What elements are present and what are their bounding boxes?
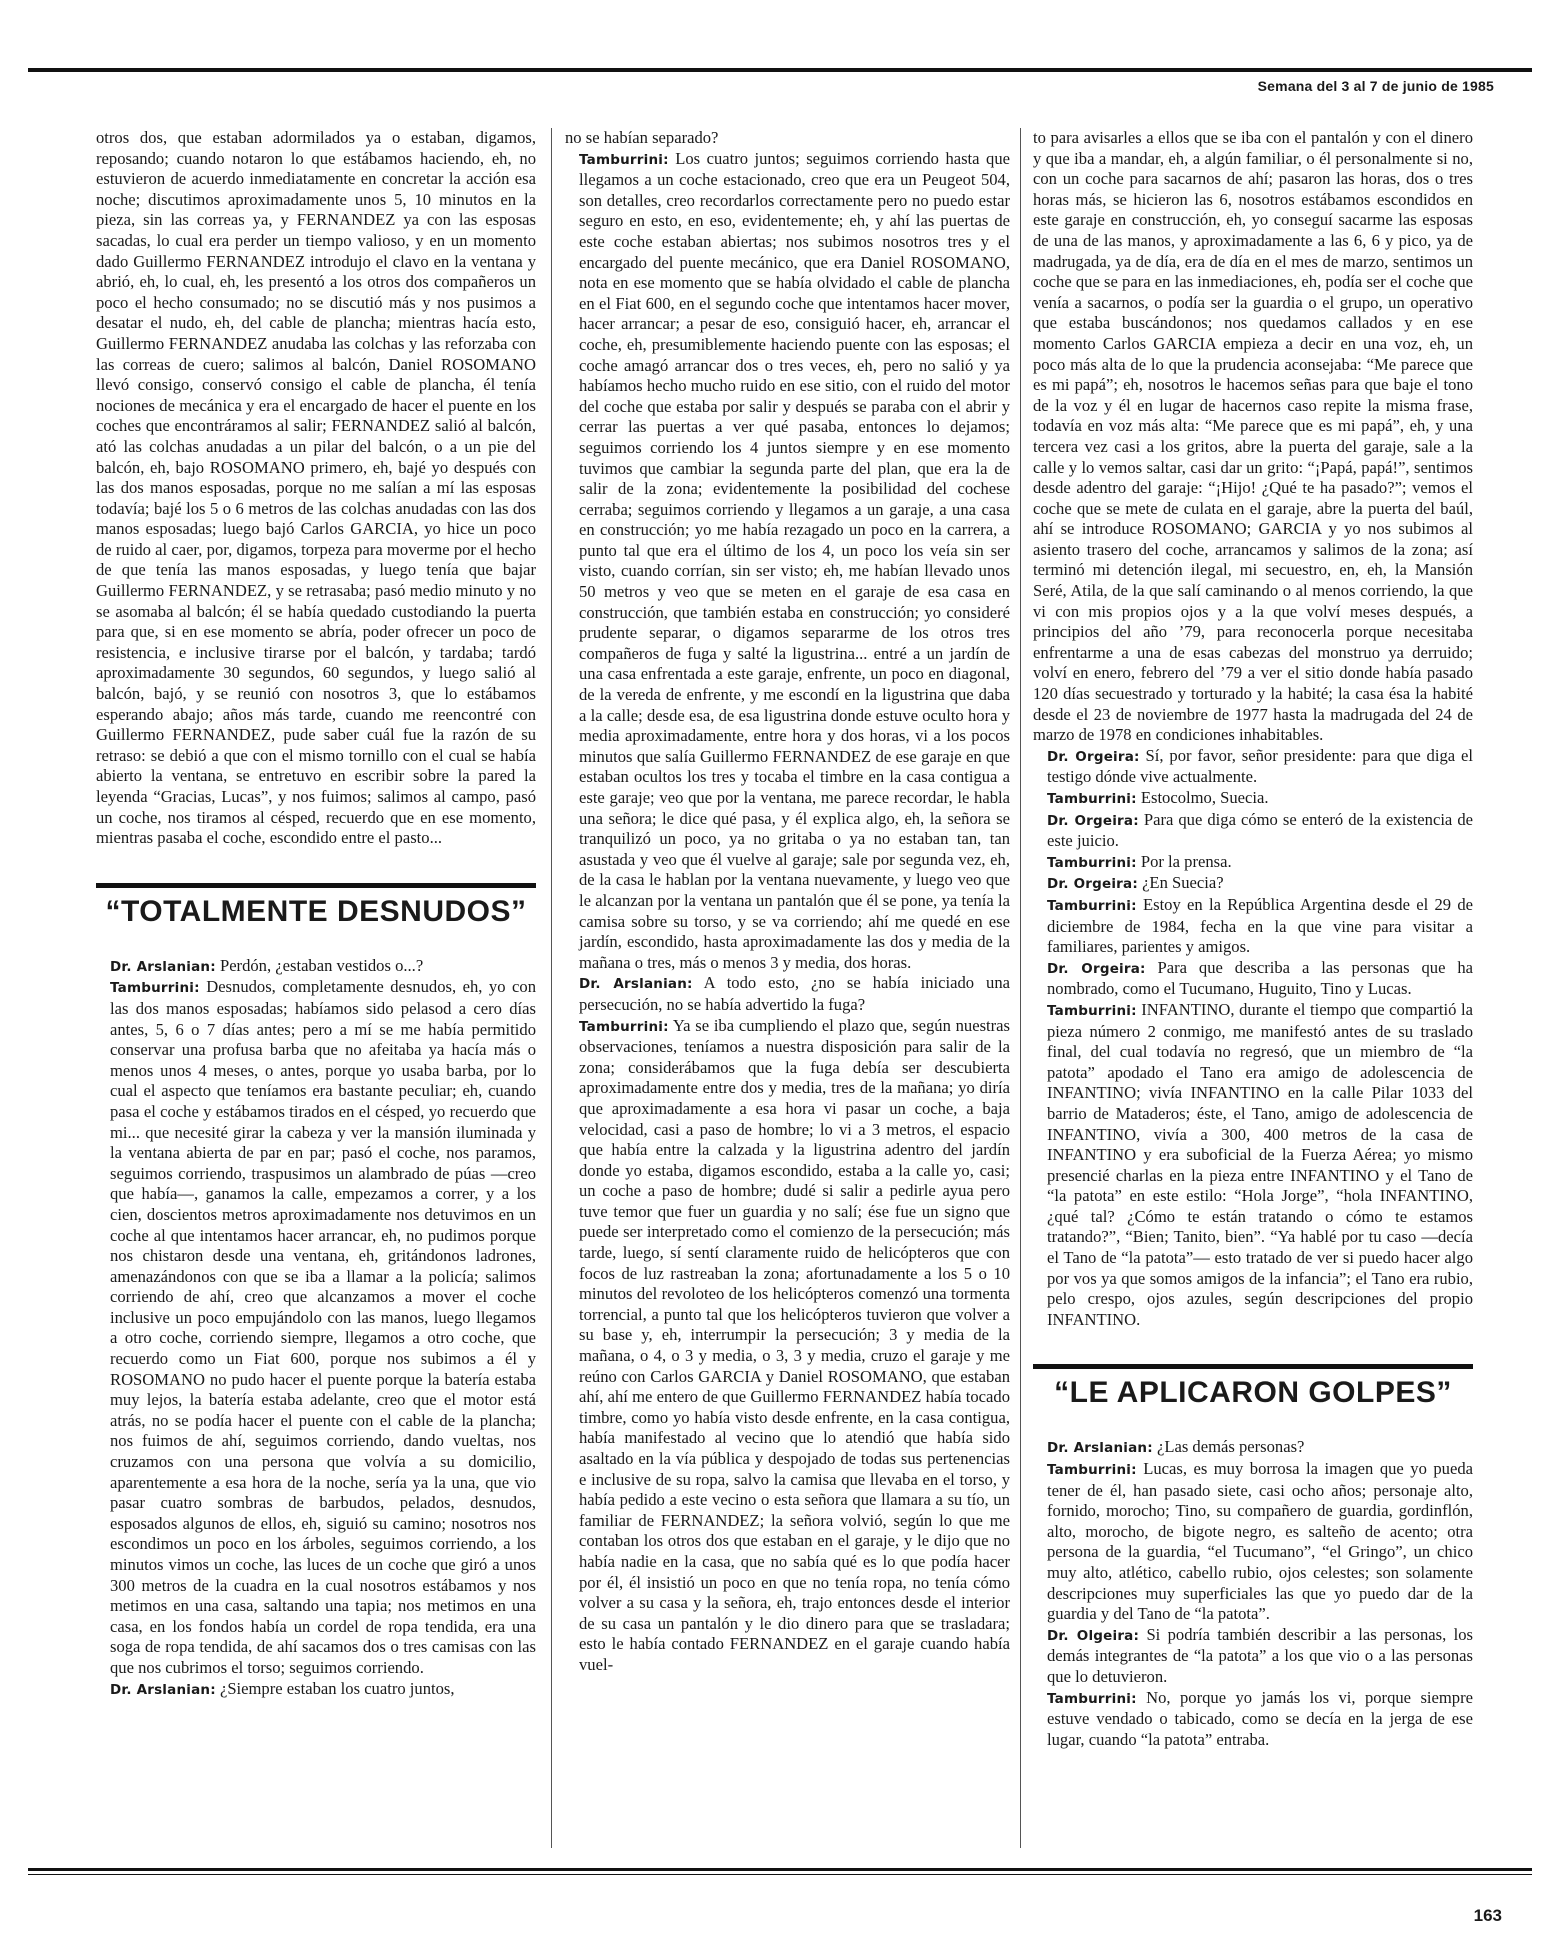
paragraph: to para avisarles a ellos que se iba con el pantalón y con el dinero y que iba a mandar, eh, a algún familiar, o él personalmente si no, con un coche para sacarnos de ahí; pasaron las horas, dos o tres horas más, se hicieron las 6, nosotros estábamos escondidos en este garaje en construcción, eh, yo conseguí sacarme las esposas de una de las manos, y aproximadamente a las 6, 6 y pico, ya de madrugada, ya de día, era de día en el mes de marzo, sentimos un coche que se para en las inmediaciones, eh, podía ser el coche que venía a sacarnos, o podía ser la guardia o el grupo, un operativo que estaba buscándonos; nos quedamos callados y en ese momento Carlos GARCIA empieza a decir en una voz, eh, un poco más alta de lo que la prudencia aconsejaba: “Me parece que es mi papá”; eh, nosotros le hacemos señas para que baje el tono de la voz y él en lugar de hacernos caso repite la misma frase, todavía en voz más alta: “Me parece que es mi papá”, eh, y una tercera vez casi a los gritos, abre la puerta del garaje, sale a la calle y lo vemos saltar, casi dar un grito: “¡Papá, papá!”, sentimos desde adentro del garaje: “¡Hijo! ¿Qué te ha pasado?”; vemos el coche que se mete de culata en el garaje, abre la puerta del baúl, ahí se introduce ROSOMANO; GARCIA y yo nos subimos al asiento trasero del coche, arrancamos y salimos de la zona; así terminó mi detención ilegal, mi secuestro, en, eh, la Mansión Seré, Atila, de la que salí caminando o al menos corriendo, la que vi con mis propios ojos y a la que volví meses después, a principios del año ’79, para reconocerla porque necesitaba enfrentarme a una de esas cabezas del monstruo ya derruido; volví en enero, febrero del ’79 a ver el sitio donde había pasado 120 días secuestrado y torturado y la habité; la casa ésa la habité desde el 23 de noviembre de 1977 hasta la madrugada del 24 de marzo de 1978 en condiciones inhabitables. <box>1033 128 1473 745</box>
speech-text: Sí, por favor, señor presidente: para que diga el testigo dónde vive actualmente. <box>1047 745 1473 787</box>
speech-text: Desnudos, completamente desnudos, eh, yo con las dos manos esposadas; habíamos sido pelasod a cero días antes, 5, 6 o 7 días antes; pero a mí se me había permitido conservar una profusa barba que no afeitaba ya hacía más o menos unos 4 meses, o antes, porque yo usaba barba, por lo cual el aspecto que teníamos era bastante peculiar; eh, cuando pasa el coche y estábamos tirados en el césped, yo recuerdo que mi... que necesité girar la cabeza y ver la mansión iluminada y la ventana abierta de par en par; pasó el coche, nos paramos, seguimos corriendo, traspusimos un alambrado de púas —creo que había—, ganamos la calle, empezamos a correr, y a los cien, doscientos metros aproximadamente nos detuvimos en un coche al que intentamos hacer arrancar, eh, no pudimos porque nos chistaron desde una ventana, eh, gritándonos ladrones, amenazándonos con que se iba a llamar a la policía; salimos corriendo de ahí, creo que alcanzamos a mover el coche inclusive un poco empujándolo con las manos, luego llegamos a otro coche, corriendo siempre, llegamos a otro coche, que recuerdo como un Fiat 600, porque nos subimos a él y ROSOMANO no pudo hacer el puente porque la batería estaba muy lejos, la batería estaba adelante, creo que el motor está atrás, no se podía hacer el puente con el cable de la plancha; nos fuimos de ahí, seguimos corriendo, dando vueltas, nos cruzamos con una persona que volvía a su domicilio, aparentemente a esa hora de la noche, sería ya la una, que vio pasar cuatro sombras de barbudos, pelados, desnudos, esposados algunos de ellos, eh, siguió su camino; nosotros nos escondimos un poco en los árboles, seguimos corriendo, a los minutos vimos un coche, las luces de un coche que giró a unos 300 metros de la cuadra en la cual nosotros estábamos y nos metimos en una casa, saltando una tapia; nos metimos en una casa, en los fondos había un cordel de ropa tendida, era una soga de ropa tendida, de ahí sacamos dos o tres camisas con las que nos cubrimos el torso; seguimos corriendo. <box>110 977 536 1677</box>
speech-text: INFANTINO, durante el tiempo que compartió la pieza número 2 conmigo, me manifestó antes de su traslado final, del cual todavía no regresó, que un miembro de “la patota” apodado el Tano era amigo de adolescencia de INFANTINO; vivía INFANTINO en la calle Pilar 1033 del barrio de Mataderos; éste, el Tano, amigo de adolescencia de INFANTINO, vivía a 300, 400 metros de la casa de INFANTINO y era suboficial de la Fuerza Aérea; yo mismo presencié charlas en la pieza entre INFANTINO y el Tano de “la patota” en este estilo: “Hola Jorge”, “hola INFANTINO, ¿qué tal? ¿Cómo te están tratando o cómo te estamos tratando?”, “Bien; Tanito, bien”. “Ya hablé por tu caso —decía el Tano de “la patota”— esto tratado de ver si puedo hacer algo por vos ya que somos amigos de la infancia”; el Tano era rubio, pelo crespo, ojos azules, según descripciones del propio INFANTINO. <box>1047 999 1473 1329</box>
column-2 <box>565 128 1010 1868</box>
speech-text: Los cuatro juntos; seguimos corriendo hasta que llegamos a un coche estacionado, creo que era un Peugeot 504, son detalles, creo recordarlos correctamente pero no puedo estar seguro en esto, en eso, evidentemente; eh, y ahí las puertas de este coche estaban abiertas; nos subimos nosotros tres y el encargado del puente mecánico, que era Daniel ROSOMANO, nota en ese momento que se había olvidado el cable de plancha en el Fiat 600, en el segundo coche que intentamos hacer mover, hacer arrancar; a pesar de eso, consiguió hacer, eh, arrancar el coche, eh, presumiblemente haciendo puente con las esposas; el coche amagó arrancar dos o tres veces, eh, pero no salió y ya habíamos hecho mucho ruido en ese sitio, con el ruido del motor del coche que estaba por salir y después se paraba con el abrir y cerrar las puertas a ver qué pasaba, entonces lo dejamos; seguimos corriendo los 4 juntos siempre y en ese momento tuvimos que cambiar la segunda parte del plan, que era la de salir de la zona; evidentemente la posibilidad del cochese cerraba; seguimos corriendo y llegamos a un garaje, a una casa en construcción; yo me había rezagado un poco en la carrera, a punto tal que era el último de los 4, un poco los veía sin ser visto, cuando corrían, sin ser visto; eh, me habían llevado unos 50 metros y veo que se meten en el garaje de esa casa en construcción, que también estaba en construcción; yo consideré prudente separar, o digamos separarme de los otros tres compañeros de fuga y salté la ligustrina... entré a un jardín de una casa enfrentada a este garaje, enfrente, un poco en diagonal, de la vereda de enfrente, y me escondí en la ligustrina que daba a la calle; desde esa, de esa ligustrina donde estuve oculto hora y media aproximadamente, entre hora y dos horas, vi a los pocos minutos que salía Guillermo FERNANDEZ de ese garaje en que estaban ocultos los tres y tocaba el timbre en la casa contigua a este garaje; veo que por la ventana, me parece recordar, le habla una señora; le dice qué pasa, y él explica algo, eh, la señora se tranquilizó un poco, ya no gritaba o ya no estaban tan, tan asustada y veo que él vuelve al garaje; sale por segunda vez, eh, de la casa le hablan por la ventana nuevamente, y luego veo que le alcanzan por la ventana un pantalón que él se pone, ya tenía la camisa sobre su torso, y se va corriendo; ahí me quedé en ese jardín, escondido, hasta aproximadamente las dos y media de la mañana o tres, más o menos 3 y media, dos horas. <box>579 148 1010 972</box>
speaker-name: Tamburrini: <box>110 980 200 997</box>
speech-text: Por la prensa. <box>1136 851 1232 871</box>
column-divider <box>1020 128 1021 1848</box>
speaker-name: Tamburrini: <box>579 1018 669 1035</box>
speaker-name: Dr. Arslanian: <box>110 1681 216 1698</box>
testimony-line <box>565 973 1010 1015</box>
speech-text: Para que describa a las personas que ha nombrado, como el Tucumano, Huguito, Tino y Lucas. <box>1047 957 1473 999</box>
speaker-name: Dr. Orgeira: <box>1047 812 1139 829</box>
paragraph: no se habían separado? <box>565 128 719 147</box>
top-rule <box>28 68 1532 72</box>
speech-text: Ya se iba cumpliendo el plazo que, según nuestras observaciones, teníamos a nuestra disposición para salir de la zona; considerábamos que la fuga debía ser descubierta aproximadamente entre dos y media, tres de la mañana; yo diría que aproximadamente a esa hora vi pasar un coche, a baja velocidad, casi a paso de hombre; lo vi a 3 metros, el espacio que había entre la calzada y la ligustrina adentro del jardín donde yo estaba, digamos escondido, estaba a la calle yo, casi; un coche a paso de hombre; dudé si salir a pedirle ayua pero tuve temor que fuer un guardia y no salí; ése fue un signo que puede ser interpretado como el comienzo de la persecución; más tarde, luego, sí sentí claramente ruido de helicópteros que con focos de luz rastreaban la zona; afortunadamente a los 5 o 10 minutos del revoloteo de los helicópteros comenzó una tormenta torrencial, a punto tal que los helicópteros tuvieron que volver a su base y, eh, interrumpir la persecución; 3 y media de la mañana, o 4, o 3 y media, o 3, 3 y media, cruzo el garaje y me reúno con Carlos GARCIA y Daniel ROSOMANO, que estaban ahí, ahí me entero de que Guillermo FERNANDEZ había tocado timbre, como yo había visto desde enfrente, en la casa contigua, había manifestado al vecino que lo atendió que había sido asaltado en la vía pública y despojado de todas sus pertenencias e inclusive de su ropa, salvo la camisa que llevaba en el torso, y había pedido a este vecino o esta señora que llamara a su tío, un familiar de FERNANDEZ; la señora volvió, según lo que me contaban los otros dos que estaban en el garaje, y le dijo que no había nadie en la casa, que no sabía qué es lo que podía hacer por él, él insistió un poco en que no tenía ropa, no tenía cómo volver a su casa y la señora, eh, trajo entonces desde el interior de su casa un pantalón y le dio dinero para que se trasladara; esto le había contado FERNANDEZ en el garaje cuando había vuel- <box>579 1015 1010 1674</box>
testimony-line <box>1033 852 1473 874</box>
bottom-rule <box>28 1874 1532 1875</box>
testimony-line <box>1033 1437 1473 1459</box>
speaker-name: Dr. Arslanian: <box>1047 1440 1153 1457</box>
section-heading <box>96 883 536 930</box>
testimony-line <box>1033 895 1473 958</box>
speaker-name: Dr. Orgeira: <box>1047 960 1146 977</box>
speaker-name: Tamburrini: <box>579 151 669 168</box>
speaker-name: Tamburrini: <box>1047 791 1137 807</box>
testimony-line <box>1033 873 1473 895</box>
speech-text: ¿Siempre estaban los cuatro juntos, <box>215 1678 455 1698</box>
bottom-rule <box>28 1868 1532 1871</box>
column-divider <box>551 128 552 1848</box>
page-number: 163 <box>1473 1906 1502 1925</box>
speech-text: Para que diga cómo se enteró de la existencia de este juicio. <box>1047 809 1473 851</box>
speech-text: Estocolmo, Suecia. <box>1136 788 1269 807</box>
testimony-line <box>1033 1688 1473 1751</box>
section-rule <box>1033 1364 1473 1369</box>
testimony-line <box>1033 810 1473 852</box>
testimony-line <box>565 1016 1010 1676</box>
speaker-name: Dr. Arslanian: <box>579 976 693 993</box>
speaker-name: Dr. Arslanian: <box>110 958 216 975</box>
column-3 <box>1033 128 1473 1868</box>
testimony-line <box>96 1679 536 1701</box>
column-1 <box>96 128 536 1868</box>
speech-text: No, porque yo jamás los vi, porque siempre estuve vendado o tabicado, como se decía en la jerga de ese lugar, cuando “la patota” entraba. <box>1047 1687 1473 1749</box>
header-date: Semana del 3 al 7 de junio de 1985 <box>1257 78 1494 94</box>
speaker-name: Tamburrini: <box>1047 1690 1137 1707</box>
speaker-name: Dr. Olgeira: <box>1047 1627 1140 1644</box>
section-heading <box>1033 1364 1473 1411</box>
speaker-name: Dr. Orgeira: <box>1047 748 1140 765</box>
speaker-name: Tamburrini: <box>1047 897 1137 914</box>
speech-text: Perdón, ¿estaban vestidos o...? <box>215 955 424 975</box>
speech-text: Lucas, es muy borrosa la imagen que yo pueda tener de él, han pasado siete, casi ocho años; personaje alto, fornido, morocho; Tino, su compañero de guardia, gordinflón, alto, morocho, de bigote negro, es salteño de acento; otra persona de la guardia, “el Tucumano”, “el Gringo”, un chico muy alto, atlético, cabello rubio, ojos celestes; son solamente descripciones muy superficiales las que yo puedo dar de la guardia y del Tano de “la patota”. <box>1047 1459 1473 1624</box>
speaker-name: Tamburrini: <box>1047 1462 1137 1479</box>
testimony-line <box>1033 1459 1473 1625</box>
testimony-line <box>1033 746 1473 788</box>
speech-text: A todo esto, ¿no se había iniciado una persecución, no se había advertido la fuga? <box>579 973 1010 1014</box>
testimony-line <box>1033 1000 1473 1331</box>
testimony-line <box>1033 958 1473 1000</box>
speech-text: ¿Las demás personas? <box>1152 1437 1305 1457</box>
testimony-line <box>565 149 1010 974</box>
section-title: “TOTALMENTE DESNUDOS” <box>105 894 527 928</box>
testimony-line <box>96 956 536 978</box>
paragraph: otros dos, que estaban adormilados ya o estaban, digamos, reposando; cuando notaron lo que estábamos haciendo, eh, no estuvieron de acuerdo inmediatamente en concretar la acción esa noche; discutimos aproximadamente unos 5, 10 minutos en la pieza, sin las correas ya, y FERNANDEZ ya con las esposas sacadas, lo cual era perder un tiempo valioso, y en un momento dado Guillermo FERNANDEZ introdujo el clavo en la ventana y abrió, eh, lo cual, eh, les presentó a los otros dos compañeros un poco el hecho consumado; no se discutió más y nos pusimos a desatar el nudo, eh, del cable de plancha; mientras hacía esto, Guillermo FERNANDEZ anudaba las colchas y las reforzaba con las correas de cuero; salimos al balcón, Daniel ROSOMANO llevó consigo, conservó consigo el cable de plancha, él tenía nociones de mecánica y era el encargado de hacer el puente en los coches que encontráramos al salir; FERNANDEZ salió al balcón, ató las colchas anudadas a un pilar del balcón, o a un pie del balcón, eh, bajo ROSOMANO primero, eh, bajé yo después con las dos manos esposadas, porque no me salían a mí las esposas todavía; bajé los 5 o 6 metros de las colchas anudadas con las dos manos esposadas; luego bajó Carlos GARCIA, yo hice un poco de ruido al caer, por, digamos, torpeza para moverme por el hecho de que tenía las manos esposadas, y luego tenía que bajar Guillermo FERNANDEZ, y se retrasaba; pasó medio minuto y no se asomaba al balcón; él se había quedado custodiando la puerta para que, si en ese momento se abría, poder ofrecer un poco de resistencia, e inclusive tirarse por el balcón, y tardaba; tardó aproximadamente 30 segundos, 60 segundos, y luego salió al balcón, bajó, y se reunió con nosotros 3, que lo estábamos esperando abajo; años más tarde, cuando me reencontré con Guillermo FERNANDEZ, pude saber cuál fue la razón de su retraso: se debió a que con el mismo tornillo con el cual se había abierto la ventana, se entretuvo en escribir sobre la pared la leyenda “Gracias, Lucas”, y nos fuimos; salimos al campo, pasó un coche, nos tiramos al césped, recuerdo que en ese momento, mientras pasaba el coche, escondido entre el pasto... <box>96 128 536 848</box>
speaker-name: Dr. Orgeira: <box>1047 876 1138 893</box>
speech-text: Estoy en la República Argentina desde el 29 de diciembre de 1984, fecha en la que vine para visitar a familiares, parientes y amigos. <box>1047 894 1473 957</box>
speaker-name: Tamburrini: <box>1047 854 1137 871</box>
testimony-line <box>1033 788 1473 810</box>
testimony-line <box>1033 1625 1473 1688</box>
speech-text: ¿En Suecia? <box>1137 873 1224 893</box>
testimony-line <box>96 977 536 1678</box>
section-title: “LE APLICARON GOLPES” <box>1054 1376 1452 1410</box>
speech-text: Si podría también describir a las personas, los demás integrantes de “la patota” a los que vio o a las personas que lo detuvieron. <box>1047 1624 1473 1686</box>
speaker-name: Tamburrini: <box>1047 1002 1137 1019</box>
section-rule <box>96 883 536 888</box>
